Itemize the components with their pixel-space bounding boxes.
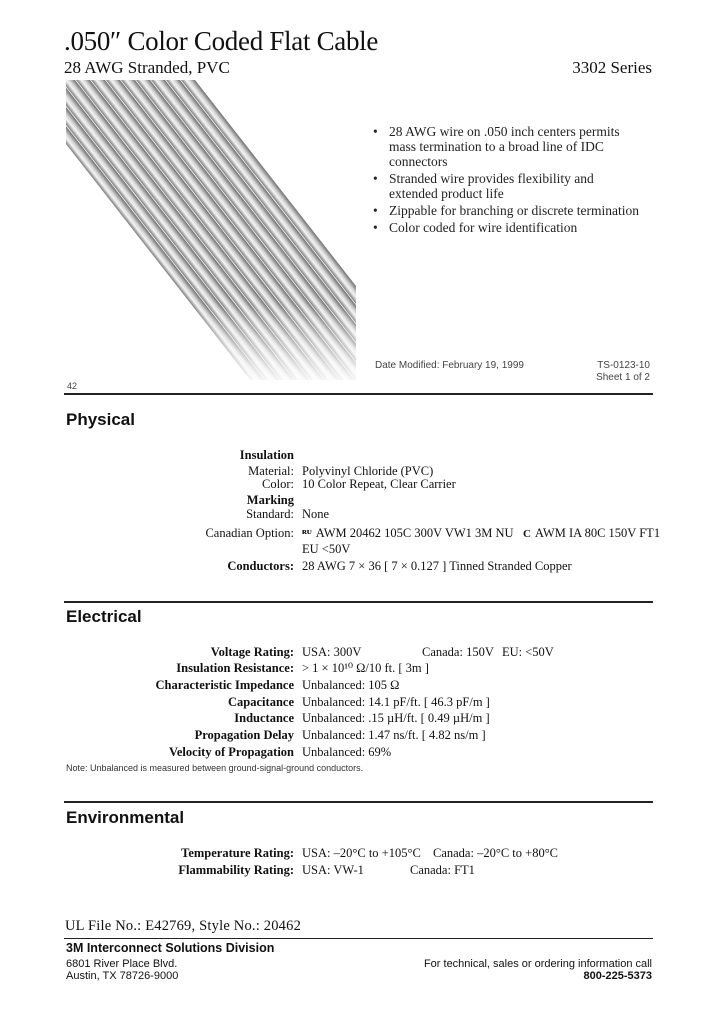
- spec-label: Insulation: [239, 448, 294, 462]
- spec-value: > 1 × 10¹⁰ Ω/10 ft. [ 3m ]: [302, 661, 429, 675]
- spec-value: Unbalanced: .15 µH/ft. [ 0.49 µH/m ]: [302, 711, 490, 725]
- spec-row-temperature: [60, 845, 660, 861]
- spec-label: Canadian Option:: [205, 526, 294, 540]
- ul-file-number: UL File No.: E42769, Style No.: 20462: [65, 918, 302, 934]
- spec-label: Propagation Delay: [194, 728, 294, 742]
- electrical-note: Note: Unbalanced is measured between ground-signal-ground conductors.: [66, 763, 364, 773]
- spec-value: USA: VW-1: [302, 863, 364, 877]
- spec-label: Inductance: [234, 711, 294, 725]
- spec-label: Material:: [248, 464, 294, 478]
- spec-label: Conductors:: [227, 559, 294, 573]
- csa-icon: C: [522, 528, 531, 540]
- page-subtitle: 28 AWG Stranded, PVC: [64, 58, 230, 77]
- spec-value: None: [302, 507, 330, 521]
- section-title-electrical: Electrical: [66, 607, 142, 626]
- spec-label: Standard:: [246, 507, 294, 521]
- spec-row-impedance: [60, 677, 660, 693]
- footer-divider: [64, 938, 653, 939]
- spec-label: Voltage Rating:: [210, 645, 294, 659]
- canadian-csa-value: AWM IA 80C 150V FT1: [534, 526, 661, 540]
- address-line-2: Austin, TX 78726-9000: [66, 970, 179, 982]
- phone-number: 800-225-5373: [583, 970, 652, 982]
- spec-value: Canada: FT1: [410, 863, 475, 877]
- spec-value: Canada: –20°C to +80°C: [433, 846, 559, 860]
- spec-row-color: [60, 476, 660, 492]
- spec-label: Flammability Rating:: [178, 863, 294, 877]
- spec-value: Unbalanced: 105 Ω: [302, 678, 400, 692]
- spec-label: Capacitance: [228, 695, 294, 709]
- date-modified: Date Modified: February 19, 1999: [375, 360, 524, 371]
- doc-number: TS-0123-10: [597, 360, 650, 371]
- feature-list: [373, 124, 643, 237]
- spec-value: [302, 525, 660, 542]
- spec-value: 10 Color Repeat, Clear Carrier: [302, 477, 456, 491]
- section-title-physical: Physical: [66, 410, 135, 429]
- spec-row-inductance: [60, 710, 660, 726]
- spec-row-voltage: [60, 644, 660, 660]
- spec-value: EU: <50V: [502, 645, 554, 659]
- page-title: .050″ Color Coded Flat Cable: [64, 26, 379, 56]
- spec-label: Velocity of Propagation: [169, 745, 294, 759]
- sheet-number: Sheet 1 of 2: [596, 372, 650, 383]
- spec-value: Unbalanced: 1.47 ns/ft. [ 4.82 ns/m ]: [302, 728, 486, 742]
- section-divider: [64, 801, 653, 803]
- spec-row-propagation-delay: [60, 727, 660, 743]
- address-line-1: 6801 River Place Blvd.: [66, 958, 178, 970]
- spec-label: Color:: [262, 477, 294, 491]
- feature-item: • 28 AWG wire on .050 inch centers permits mass termination to a broad line of IDC connectors: [373, 124, 643, 169]
- spec-row-canadian-eu: [60, 541, 660, 557]
- spec-label: Marking: [246, 493, 294, 507]
- section-title-environmental: Environmental: [66, 808, 185, 827]
- spec-label: Characteristic Impedance: [155, 678, 294, 692]
- ul-recognized-icon: ᴿᵁ: [302, 528, 312, 540]
- spec-value: USA: –20°C to +105°C: [302, 846, 421, 860]
- spec-label: Temperature Rating:: [181, 846, 294, 860]
- spec-row-insulation: [60, 447, 660, 463]
- spec-value: Unbalanced: 69%: [302, 745, 392, 759]
- spec-value: EU <50V: [302, 542, 351, 556]
- cable-photo: [66, 80, 356, 380]
- page-number: 42: [67, 381, 78, 391]
- spec-row-canadian: [60, 525, 660, 541]
- section-divider: [64, 601, 653, 603]
- spec-row-standard: [60, 506, 660, 522]
- feature-item: • Color coded for wire identification: [373, 220, 643, 235]
- spec-row-insulation-resistance: [60, 660, 660, 676]
- contact-text: For technical, sales or ordering information call: [423, 958, 652, 970]
- division-name: 3M Interconnect Solutions Division: [66, 941, 275, 955]
- series-label: 3302 Series: [572, 58, 652, 77]
- spec-row-velocity: [60, 744, 660, 760]
- spec-row-flammability: [60, 862, 660, 878]
- spec-label: Insulation Resistance:: [176, 661, 294, 675]
- canadian-ul-value: AWM 20462 105C 300V VW1 3M NU: [315, 526, 514, 540]
- spec-value: 28 AWG 7 × 36 [ 7 × 0.127 ] Tinned Stranded Copper: [302, 559, 572, 573]
- section-divider: [64, 393, 653, 395]
- feature-item: • Zippable for branching or discrete termination: [373, 203, 643, 218]
- spec-row-capacitance: [60, 694, 660, 710]
- spec-value: Canada: 150V: [422, 645, 494, 659]
- doc-number-block: [596, 360, 650, 384]
- spec-row-conductors: [60, 558, 660, 574]
- feature-item: • Stranded wire provides flexibility and extended product life: [373, 171, 643, 201]
- spec-value: Polyvinyl Chloride (PVC): [302, 464, 434, 478]
- spec-value: Unbalanced: 14.1 pF/ft. [ 46.3 pF/m ]: [302, 695, 490, 709]
- spec-value: USA: 300V: [302, 645, 362, 659]
